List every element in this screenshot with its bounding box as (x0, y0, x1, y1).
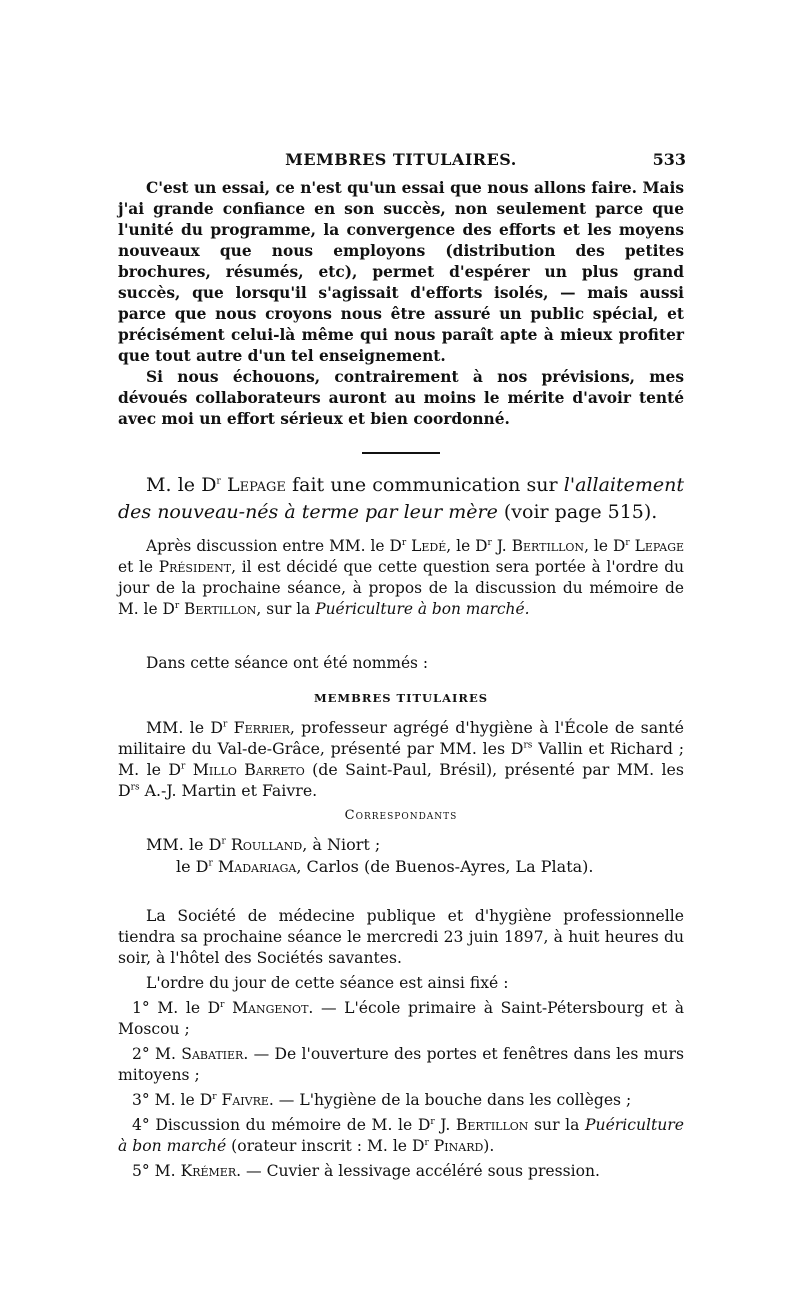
next-session-section (118, 906, 684, 1182)
m-sup4: rs (130, 782, 140, 793)
disc-n5: Bertillon (184, 600, 257, 618)
comm-ref: (voir page 515). (497, 501, 658, 523)
i4-d: (orateur inscrit : M. le D (226, 1137, 425, 1155)
c1-name: Roulland (230, 835, 303, 854)
i3-name: Faivre (221, 1091, 269, 1109)
i5-b: . — Cuvier à lessivage accéléré sous pression. (236, 1162, 601, 1180)
disc-sup3: r (625, 537, 630, 548)
agenda-item-1 (118, 998, 684, 1040)
i2-a: 2° M. (132, 1045, 182, 1063)
m-d: (de Saint-Paul, Brésil), présenté par MM. les D (118, 760, 684, 800)
i3-a: 3° M. le D (132, 1091, 213, 1109)
discussion-paragraph (118, 536, 684, 620)
i5-a: 5° M. (132, 1162, 181, 1180)
disc-d: , le D (584, 537, 626, 555)
comm-name: Lepage (226, 474, 286, 496)
i4-c: sur la (528, 1116, 586, 1134)
intro-paragraph-1: C'est un essai, ce n'est qu'un essai que nous allons faire. Mais j'ai grande confiance en son succès, non seulement parce que l'unité du programme, la convergence des efforts et les moyens nouveaux que nous employons (distribution des petites brochures, résumés, etc), permet d'espérer un plus grand succès, que lorsqu'il s'agissait d'efforts isolés, — mais aussi parce que nous croyons nous être assuré un public spécial, et précisément celui-là même qui nous paraît apte à mieux profiter que tout autre d'un tel enseignement. (118, 179, 684, 365)
disc-n2: Bertillon (511, 537, 585, 555)
i1-b: . — L'école primaire à Saint-Pétersbourg et à Moscou ; (118, 999, 684, 1038)
page-number: 533 (652, 150, 686, 169)
m-sup2: rs (523, 740, 533, 751)
i4-name2: Pinard (433, 1137, 484, 1155)
comm-topic: l'allaitement des nouveau-nés à terme par leur mère (118, 474, 684, 523)
m-n1: Ferrier (233, 718, 290, 737)
c2-b: , Carlos (de Buenos-Ayres, La Plata). (296, 857, 594, 876)
nominations-section (118, 653, 684, 878)
i3-b: . — L'hygiène de la bouche dans les collèges ; (268, 1091, 632, 1109)
i4-e: ). (483, 1137, 495, 1155)
m-sup1: r (223, 719, 228, 730)
disc-e: et le (118, 558, 159, 576)
i4-name: Bertillon (455, 1116, 529, 1134)
m-e: A.-J. Martin et Faivre. (139, 781, 318, 800)
members-heading: MEMBRES TITULAIRES (313, 691, 489, 705)
i2-name: Sabatier (181, 1045, 244, 1063)
i5-name: Krémer (180, 1162, 237, 1180)
agenda-item-5 (118, 1161, 684, 1182)
m-sup3: r (181, 761, 186, 772)
disc-sup1: r (401, 537, 407, 548)
disc-a: Après discussion entre MM. le D (146, 537, 402, 555)
m-a: MM. le D (146, 718, 224, 737)
i1-a: 1° M. le D (132, 999, 221, 1017)
correspondent-2 (118, 856, 684, 878)
members-paragraph (118, 717, 684, 801)
disc-c: J. (491, 537, 512, 555)
disc-f: , il est décidé que cette question sera portée à l'ordre du jour de la prochaine séance, à propos de la discussion du mémoire de M. le D (118, 558, 684, 618)
communication-paragraph (118, 472, 684, 526)
disc-g: , sur la (256, 600, 316, 618)
correspondents-list (118, 834, 684, 878)
c2-a: le D (176, 857, 209, 876)
agenda-item-4 (118, 1115, 684, 1157)
i4-b: J. (434, 1116, 456, 1134)
comm-text: fait une communication sur (285, 474, 564, 496)
m-c: Vallin et Richard ; M. le D (118, 739, 685, 779)
i1-sup: r (220, 999, 225, 1010)
i2-b: . — De l'ouverture des portes et fenêtres dans les murs mitoyens ; (118, 1045, 685, 1084)
agenda-item-3 (118, 1090, 684, 1111)
c1-b: , à Niort ; (302, 835, 381, 854)
disc-n1: Ledé (411, 537, 447, 555)
intro-paragraph-2: Si nous échouons, contrairement à nos prévisions, mes dévoués collaborateurs auront au moins le mérite d'avoir tenté avec moi un effort sérieux et bien coordonné. (118, 368, 684, 428)
i4-sup2: r (424, 1137, 429, 1148)
disc-sup2: r (487, 537, 492, 548)
i1-name: Mangenot (232, 999, 309, 1017)
nominations-intro: Dans cette séance ont été nommés : (146, 654, 429, 672)
disc-n4: Président (158, 558, 232, 576)
c2-sup: r (208, 858, 213, 869)
i4-sup: r (430, 1116, 435, 1127)
correspondent-1 (118, 834, 684, 856)
next-session-paragraph: La Société de médecine publique et d'hygiène professionnelle tiendra sa prochaine séance le mercredi 23 juin 1897, à huit heures du soir, à l'hôtel des Sociétés savantes. (118, 907, 684, 967)
disc-topic: Puériculture à bon marché. (315, 600, 530, 618)
disc-b: , le D (446, 537, 488, 555)
c1-sup: r (221, 836, 226, 847)
m-n2: Millo Barreto (192, 760, 305, 779)
section-divider (362, 452, 440, 454)
running-header (118, 150, 684, 178)
i3-sup: r (212, 1091, 217, 1102)
i4-topic: Puériculture à bon marché (118, 1116, 684, 1155)
comm-sup: r (216, 476, 221, 487)
i4-a: 4° Discussion du mémoire de M. le D (132, 1116, 431, 1134)
disc-n3: Lepage (634, 537, 685, 555)
intro-section (118, 178, 684, 430)
agenda-intro: L'ordre du jour de cette séance est ainsi fixé : (146, 974, 509, 992)
members-list (118, 717, 684, 801)
header-title: MEMBRES TITULAIRES. (285, 150, 517, 169)
document-page (118, 150, 684, 1186)
comm-lead: M. le D (146, 474, 217, 496)
c2-name: Madariaga (217, 857, 297, 876)
disc-sup4: r (174, 600, 180, 611)
correspondents-heading: Correspondants (344, 808, 458, 823)
agenda-item-2 (118, 1044, 684, 1086)
c1-a: MM. le D (146, 835, 222, 854)
m-b: , professeur agrégé d'hygiène à l'École de santé militaire du Val-de-Grâce, présenté par MM. les D (118, 718, 685, 758)
